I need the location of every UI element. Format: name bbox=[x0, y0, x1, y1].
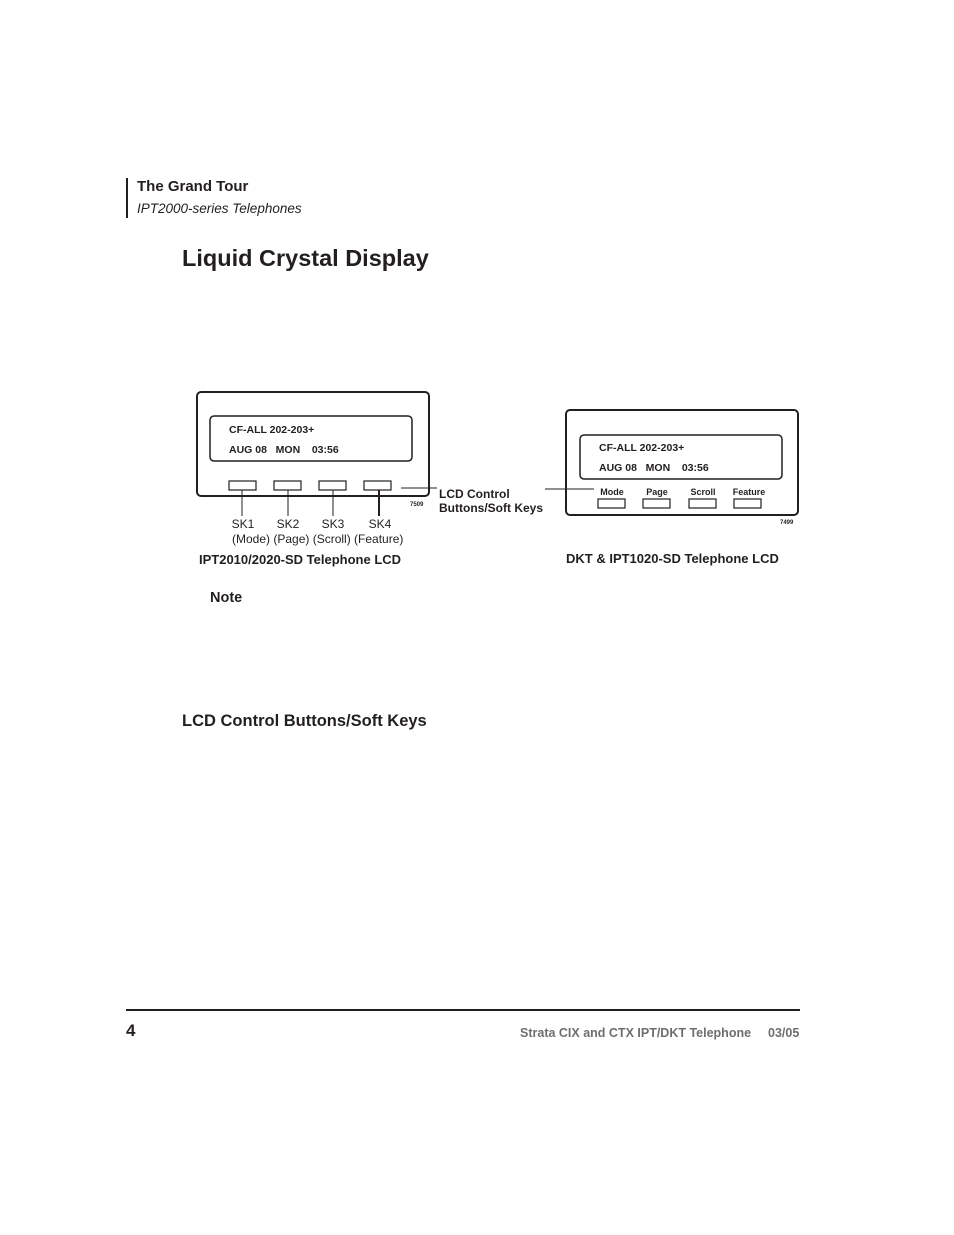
soft-key-2 bbox=[643, 499, 670, 508]
button-label-feature: Feature bbox=[732, 487, 766, 497]
callout-label-line-1: LCD Control bbox=[439, 487, 510, 501]
dkt-lcd-figure bbox=[566, 410, 798, 566]
chapter-title: The Grand Tour bbox=[137, 178, 249, 195]
button-label-scroll: Scroll bbox=[690, 487, 716, 497]
soft-key-4 bbox=[734, 499, 761, 508]
button-label-page: Page bbox=[646, 487, 668, 497]
soft-key-2 bbox=[274, 481, 301, 490]
lcd-line-2: AUG 08 MON 03:56 bbox=[599, 462, 709, 474]
page-number: 4 bbox=[126, 1021, 136, 1040]
key-functions: (Mode) (Page) (Scroll) (Feature) bbox=[232, 532, 404, 546]
key-label-sk4: SK4 bbox=[368, 517, 392, 531]
lcd-line-2: AUG 08 MON 03:56 bbox=[229, 444, 339, 456]
lcd-line-1: CF-ALL 202-203+ bbox=[229, 424, 315, 436]
soft-key-3 bbox=[689, 499, 716, 508]
ipt2010-lcd-figure bbox=[197, 392, 543, 567]
key-label-sk1: SK1 bbox=[231, 517, 255, 531]
lcd-line-1: CF-ALL 202-203+ bbox=[599, 442, 685, 454]
section-subtitle: IPT2000-series Telephones bbox=[137, 201, 302, 216]
callout-label-line-2: Buttons/Soft Keys bbox=[439, 501, 544, 515]
button-label-mode: Mode bbox=[600, 487, 624, 497]
figure-id: 7509 bbox=[410, 502, 424, 508]
soft-key-1 bbox=[598, 499, 625, 508]
figure-caption-left: IPT2010/2020-SD Telephone LCD bbox=[199, 552, 402, 567]
key-label-sk2: SK2 bbox=[276, 517, 300, 531]
footer-doc-title: Strata CIX and CTX IPT/DKT Telephone bbox=[520, 1026, 752, 1040]
note-label: Note bbox=[210, 590, 243, 606]
section-heading: LCD Control Buttons/Soft Keys bbox=[182, 712, 427, 730]
footer-rule bbox=[126, 1009, 800, 1011]
page-title: Liquid Crystal Display bbox=[182, 245, 429, 271]
footer-date: 03/05 bbox=[768, 1026, 800, 1040]
soft-key-4 bbox=[364, 481, 391, 490]
soft-key-1 bbox=[229, 481, 256, 490]
figure-caption-right: DKT & IPT1020-SD Telephone LCD bbox=[566, 551, 779, 566]
key-label-sk3: SK3 bbox=[321, 517, 345, 531]
soft-key-3 bbox=[319, 481, 346, 490]
figure-id: 7499 bbox=[780, 520, 794, 526]
